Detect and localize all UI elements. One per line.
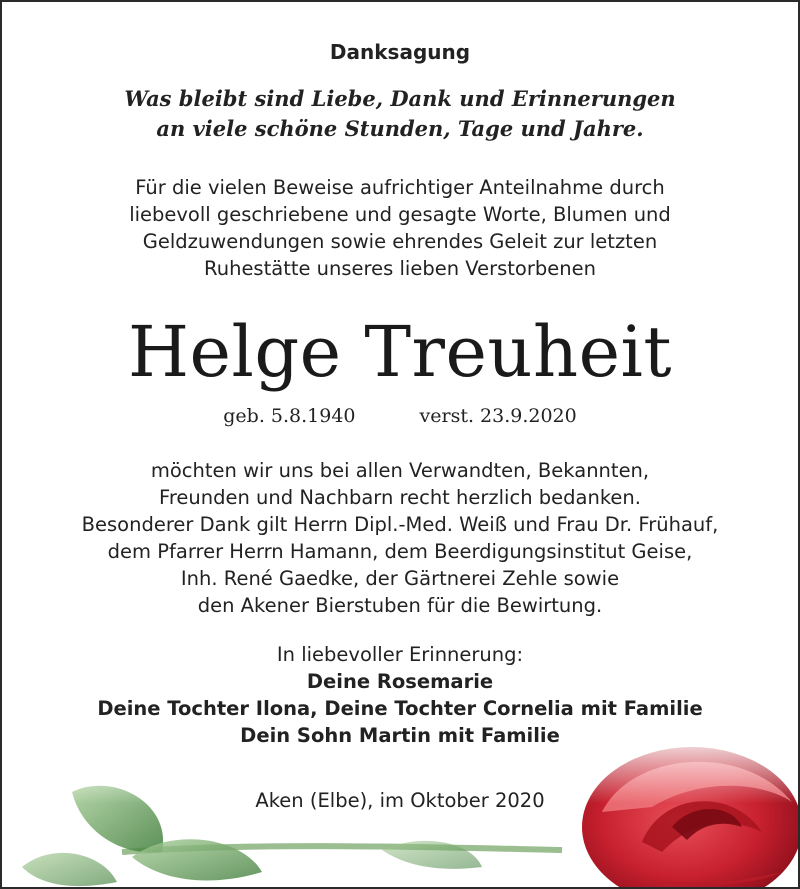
verse-line: Was bleibt sind Liebe, Dank und Erinnerungen <box>124 86 676 111</box>
deceased-name: Helge Treuheit <box>127 311 673 393</box>
life-dates <box>2 405 798 427</box>
signature-line: Deine Rosemarie <box>306 670 494 693</box>
death-date: verst. 23.9.2020 <box>419 405 577 427</box>
signature-line: Deine Tochter Ilona, Deine Tochter Cornelia mit Familie <box>97 697 703 720</box>
birth-date: geb. 5.8.1940 <box>223 405 356 427</box>
verse-line: an viele schöne Stunden, Tage und Jahre. <box>156 116 644 141</box>
notice-text <box>2 2 798 812</box>
memory-intro: In liebevoller Erinnerung: <box>276 643 524 666</box>
thanks-line: Besonderer Dank gilt Herrn Dipl.-Med. Weiß und Frau Dr. Frühauf, <box>81 513 719 536</box>
signature-line: Dein Sohn Martin mit Familie <box>240 724 560 747</box>
heading: Danksagung <box>329 40 471 64</box>
thanks-line: Freunden und Nachbarn recht herzlich bedanken. <box>159 486 641 509</box>
intro-line: Geldzuwendungen sowie ehrendes Geleit zur letzten <box>142 230 658 253</box>
thanks-line: Inh. René Gaedke, der Gärtnerei Zehle sowie <box>180 567 620 590</box>
thanks-paragraph <box>2 457 798 619</box>
intro-line: Für die vielen Beweise aufrichtiger Anteilnahme durch <box>135 176 665 199</box>
thanks-line: möchten wir uns bei allen Verwandten, Bekannten, <box>150 459 650 482</box>
signature-block <box>2 641 798 749</box>
thanks-line: dem Pfarrer Herrn Hamann, dem Beerdigungsinstitut Geise, <box>107 540 693 563</box>
intro-line: Ruhestätte unseres lieben Verstorbenen <box>204 257 596 280</box>
intro-line: liebevoll geschriebene und gesagte Worte, Blumen und <box>129 203 671 226</box>
verse <box>2 84 798 144</box>
thanks-line: den Akener Bierstuben für die Bewirtung. <box>197 594 603 617</box>
intro-paragraph <box>2 174 798 282</box>
place-date: Aken (Elbe), im Oktober 2020 <box>255 789 545 812</box>
